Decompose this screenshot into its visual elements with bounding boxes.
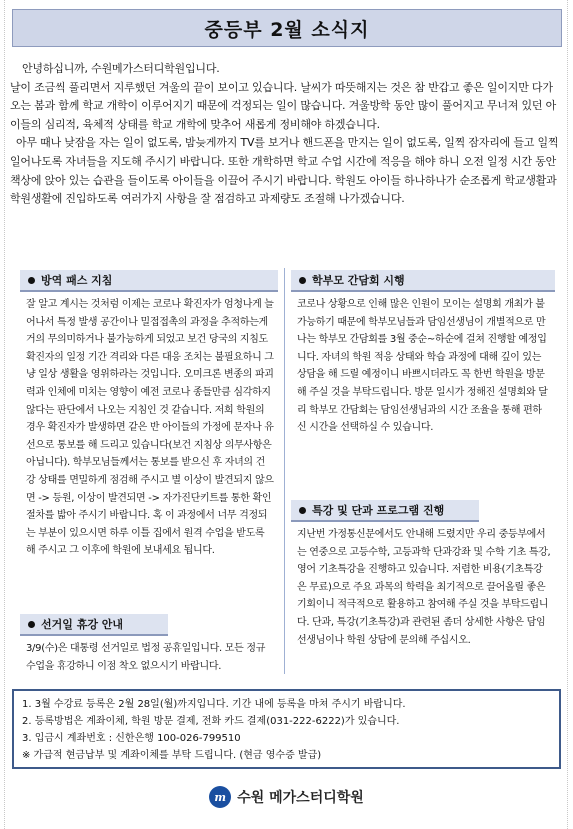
section-special bbox=[291, 500, 555, 649]
bullet-icon bbox=[28, 621, 35, 628]
section-title: 특강 및 단과 프로그램 진행 bbox=[312, 504, 445, 517]
footer bbox=[0, 786, 573, 808]
bullet-icon bbox=[299, 507, 306, 514]
intro-paragraph-1: 날이 조금씩 풀리면서 지루했던 겨울의 끝이 보이고 있습니다. 날씨가 따뜻해지는 것은 참 반갑고 좋은 일이지만 다가오는 봄과 함께 학교 개학이 이루어지기 때문에 걱정되는 일이 많습니다. 겨울방학 동안 많이 풀어지고 무너져 있던 아이들의 심리적, 육체적 상태를 학교 개학에 맞추어 새롭게 정비해야 하겠습니다. bbox=[10, 80, 557, 131]
section-quarantine bbox=[20, 270, 278, 560]
info-line-3: 3. 입금시 계좌번호 : 신한은행 100-026-799510 bbox=[22, 733, 241, 744]
info-line-1: 1. 3월 수강료 등록은 2월 28일(월)까지입니다. 기간 내에 등록을 마쳐 주시기 바랍니다. bbox=[22, 699, 406, 710]
section-title: 방역 패스 지침 bbox=[41, 274, 113, 287]
bullet-icon bbox=[299, 277, 306, 284]
column-divider bbox=[284, 268, 285, 674]
section-header bbox=[20, 270, 278, 292]
intro-paragraph-2: 아무 때나 낮잠을 자는 일이 없도록, 밤늦게까지 TV를 보거나 핸드폰을 만지는 일이 없도록, 일찍 잠자리에 들고 일찍 일어나도록 자녀들을 지도해 주시기 바랍니다. 또한 개학하면 학교 수업 시간에 적응을 해야 하니 오전 일정 시간 동안 책상에 앉아 있는 습관을 들이도록 아이들을 이끌어 주시기 바랍니다. 학원도 아이들 하나하나가 순조롭게 학교생활과 학원생활에 진입하도록 여러가지 사항을 잘 점검하고 과제량도 조절해 나가겠습니다. bbox=[10, 136, 559, 206]
bullet-icon bbox=[28, 277, 35, 284]
section-header bbox=[291, 270, 555, 292]
section-body: 3/9(수)은 대통령 선거일로 법정 공휴일입니다. 모든 정규수업을 휴강하니 이점 착오 없으시기 바랍니다. bbox=[26, 643, 266, 672]
academy-name: 수원 메가스터디학원 bbox=[237, 790, 364, 806]
intro-greeting: 안녕하십니까, 수원메가스터디학원입니다. bbox=[22, 62, 220, 75]
page-title: 중등부 2월 소식지 bbox=[204, 18, 370, 41]
title-bar bbox=[12, 9, 562, 47]
info-line-4: ※ 가급적 현금납부 및 계좌이체를 부탁 드립니다. (현금 영수증 발급) bbox=[22, 750, 322, 761]
section-body: 코로나 상황으로 인해 많은 인원이 모이는 설명회 개최가 불가능하기 때문에 학부모님들과 담임선생님이 개별적으로 만나는 학부모 간담회를 3월 중순~하순에 걸쳐 진행할 예정입니다. 자녀의 학원 적응 상태와 학습 과정에 대해 깊이 있는 상담을 해 드릴 예정이니 바쁘시더라도 꼭 한번 학원을 방문해 주실 것을 부탁드립니다. 방문 일시가 정해진 설명회와 달리 학부모 간담회는 담임선생님과의 시간 조율을 통해 편하신 시간을 선택하실 수 있습니다. bbox=[297, 299, 548, 434]
section-header bbox=[20, 614, 168, 636]
info-line-2: 2. 등록방법은 계좌이체, 학원 방문 결제, 전화 카드 결제(031-222-6222)가 있습니다. bbox=[22, 716, 400, 727]
registration-info-box bbox=[12, 689, 561, 769]
dotted-margin-left bbox=[4, 0, 5, 829]
megastudy-logo-icon: m bbox=[209, 786, 231, 808]
section-header bbox=[291, 500, 479, 522]
section-body: 지난번 가정통신문에서도 안내해 드렸지만 우리 중등부에서는 연중으로 고등수학, 고등과학 단과강좌 및 수학 기초 특강, 영어 기초특강을 진행하고 있습니다. 저렴한 비용(기초특강은 무료)으로 주요 과목의 학력을 최기적으로 끌어올릴 좋은 기회이니 적극적으로 활용하고 참여해 주실 것을 부탁드립니다. 단과, 특강(기초특강)과 관련된 좀더 상세한 사항은 담임 선생님이나 학원 상담에 문의해 주십시오. bbox=[297, 529, 551, 646]
intro-text bbox=[10, 60, 562, 209]
section-title: 선거일 휴강 안내 bbox=[41, 618, 124, 631]
dotted-margin-right bbox=[567, 0, 568, 829]
section-meeting bbox=[291, 270, 555, 437]
section-election bbox=[20, 614, 278, 675]
section-body: 잘 알고 계시는 것처럼 이제는 코로나 확진자가 엄청나게 늘어나서 특정 발생 공간이나 밀접접촉의 과정을 추적하는게 거의 무의미하거나 불가능하게 되었고 보건 당국의 지침도 확진자의 일정 기간 격리와 다른 대응 조치는 불필요하니 그냥 일상 생활을 영위하라는 것입니다. 오미크론 변종의 파괴력과 인체에 미치는 영향이 예전 코로나 종들만큼 심각하지 않다는 판단에서 나오는 지침인 것 같습니다. 저희 학원의 경우 확진자가 발생하면 같은 반 아이들의 가정에 문자나 유선으로 통보를 해 드리고 있습니다(보건 지침상 의무사항은 아닙니다). 학부모님들께서는 통보를 받으신 후 자녀의 건강 상태를 면밀하게 점검해 주시고 별 이상이 발견되지 않으면 -> 등원, 이상이 발견되면 -> 자가진단키트를 통한 확인 절차를 밟아 주시기 바랍니다. 혹 이 과정에서 너무 걱정되는 부분이 있으시면 하루 이틀 집에서 원격 수업을 받도록 해 주시고 그 이후에 학원에 보내세요 됩니다. bbox=[26, 299, 274, 557]
section-title: 학부모 간담회 시행 bbox=[312, 274, 405, 287]
